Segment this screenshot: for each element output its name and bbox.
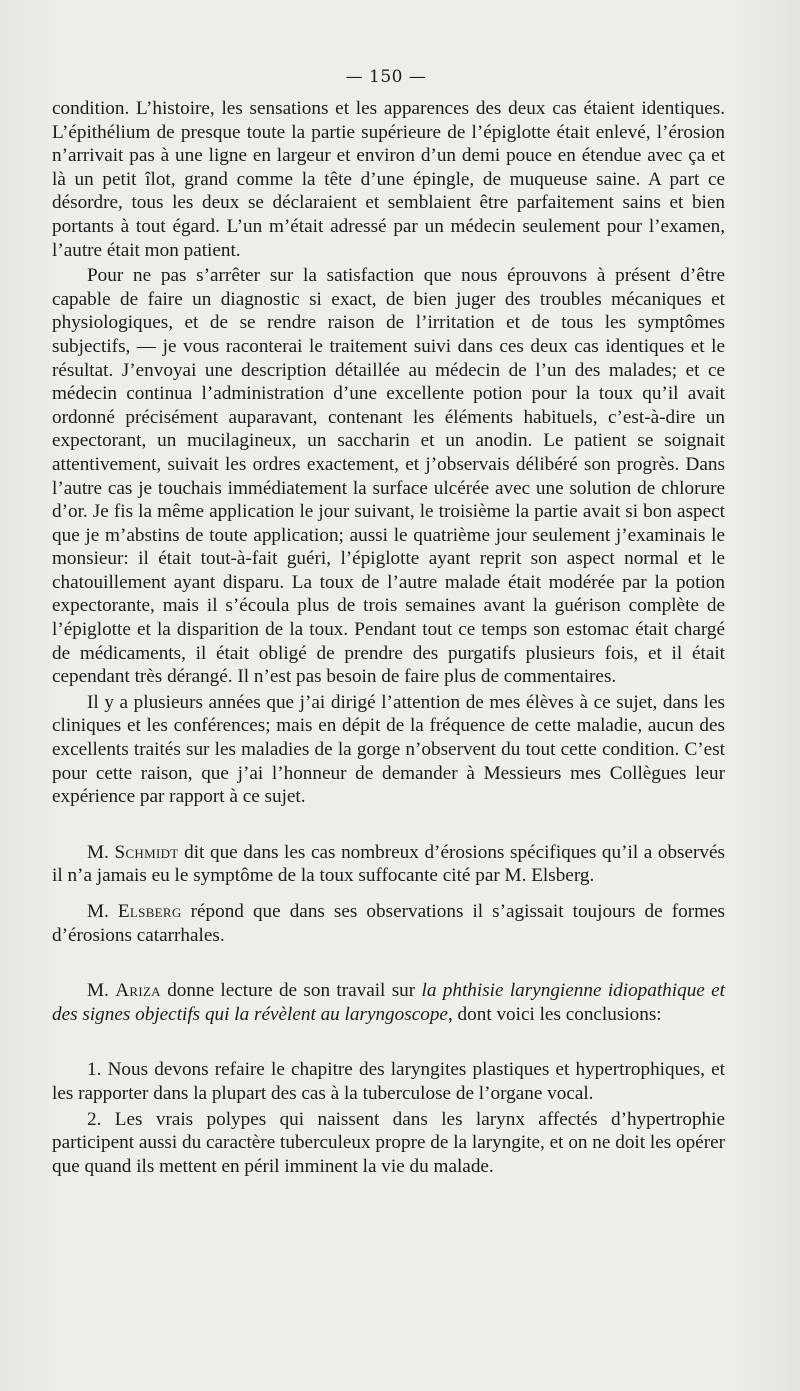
speaker-prefix: M. xyxy=(87,901,118,922)
speaker-name-elsberg: Elsberg xyxy=(117,901,182,922)
ariza-outro: , dont voici les conclusions: xyxy=(447,1003,662,1025)
paragraph-elsberg xyxy=(52,900,725,947)
schmidt-remark: dit que dans les cas nombreux d’érosions spécifiques qu’il a observés il n’a jamais eu le symptôme de la toux suffocante cité par M. Elsberg. xyxy=(52,841,726,887)
paragraph-continuation: condition. L’histoire, les sensations et les apparences des deux cas étaient identiques. L’épithélium de presque toute la partie supérieure de l’épiglotte était enlevé, l’érosion n’arrivait pas à une ligne en largeur et environ d’un demi pouce en étendue avec ça et là un petit îlot, grand comme la tête d’une épingle, de muqueuse saine. A part ce désordre, tous les deux se déclaraient et semblaient être parfaitement sains et bien portants à tout égard. L’un m’était adressé par un médecin seulement pour l’examen, l’autre était mon patient. xyxy=(52,98,725,261)
speaker-name-schmidt: Schmidt xyxy=(114,841,179,863)
paragraph-ariza xyxy=(52,979,725,1026)
ariza-intro: donne lecture de son travail sur xyxy=(160,980,422,1002)
elsberg-reply: répond que dans ses observations il s’agissait toujours de formes d’érosions catarrhales. xyxy=(52,901,725,946)
speaker-name-ariza: Ariza xyxy=(115,980,161,1002)
paragraph-treatment: Pour ne pas s’arrêter sur la satisfaction que nous éprouvons à présent d’être capable de faire un diagnostic si exact, de bien juger des troubles mécaniques et physiologiques, et de se rendre raison de l’irritation et de tous les symptômes subjectifs, — je vous raconterai le traitement suivi dans ces deux cas identiques et le résultat. J’envoyai une description détaillée au médecin de l’un des malades; et ce médecin continua l’administration d’une excellente potion pour la toux qu’il avait ordonné précisément auparavant, contenant les éléments habituels, c’est-à-dire un expectorant, un mucilagineux, un saccharin et un anodin. Le patient se soignait attentivement, suivait les ordres exactement, et j’observais délibéré son progrès. Dans l’autre cas je touchais immédiatement la surface ulcérée avec une solution de chlorure d’or. Je fis la même application le jour suivant, le troisième la partie avait si bon aspect que je m’abstins de toute application; aussi le quatrième jour seulement j’examinais le monsieur: il était tout-à-fait guéri, l’épiglotte ayant reprit son aspect normal et le chatouillement ayant disparu. La toux de l’autre malade était modérée par la potion expectorante, mais il s’écoula plus de trois semaines avant la guérison complète de l’épiglotte et la disparition de la toux. Pendant tout ce temps son estomac était chargé de médicaments, il était obligé de prendre des purgatifs plusieurs fois, et il était cependant très dérangé. Il n’est pas besoin de faire plus de commentaires. xyxy=(52,265,725,688)
paragraph-request-colleagues: Il y a plusieurs années que j’ai dirigé l’attention de mes élèves à ce sujet, dans les cliniques et les conférences; mais en dépit de la fréquence de cette maladie, aucun des excellents traités sur les maladies de la gorge n’observent du tout cette condition. C’est pour cette raison, que j’ai l’honneur de demander à Messieurs mes Collègues leur expérience par rapport à ce sujet. xyxy=(52,691,725,808)
work-title: la phthisie laryngienne idiopathique et des signes objectifs qui la révèlent au laryngoscope xyxy=(52,980,725,1025)
page-number: — 150 — xyxy=(345,67,427,87)
conclusion-2: 2. Les vrais polypes qui naissent dans les larynx affectés d’hypertrophie participent aussi du caractère tuberculeux propre de la laryngite, et on ne doit les opérer que quand ils mettent en péril imminent la vie du malade. xyxy=(52,1108,725,1177)
paragraph-schmidt xyxy=(52,841,725,888)
conclusion-1: 1. Nous devons refaire le chapitre des laryngites plastiques et hypertrophiques, et les rapporter dans la plupart des cas à la tuberculose de l’organe vocal. xyxy=(52,1059,725,1104)
speaker-prefix: M. xyxy=(87,841,115,863)
body-text xyxy=(52,97,725,1178)
speaker-prefix: M. xyxy=(87,980,116,1002)
